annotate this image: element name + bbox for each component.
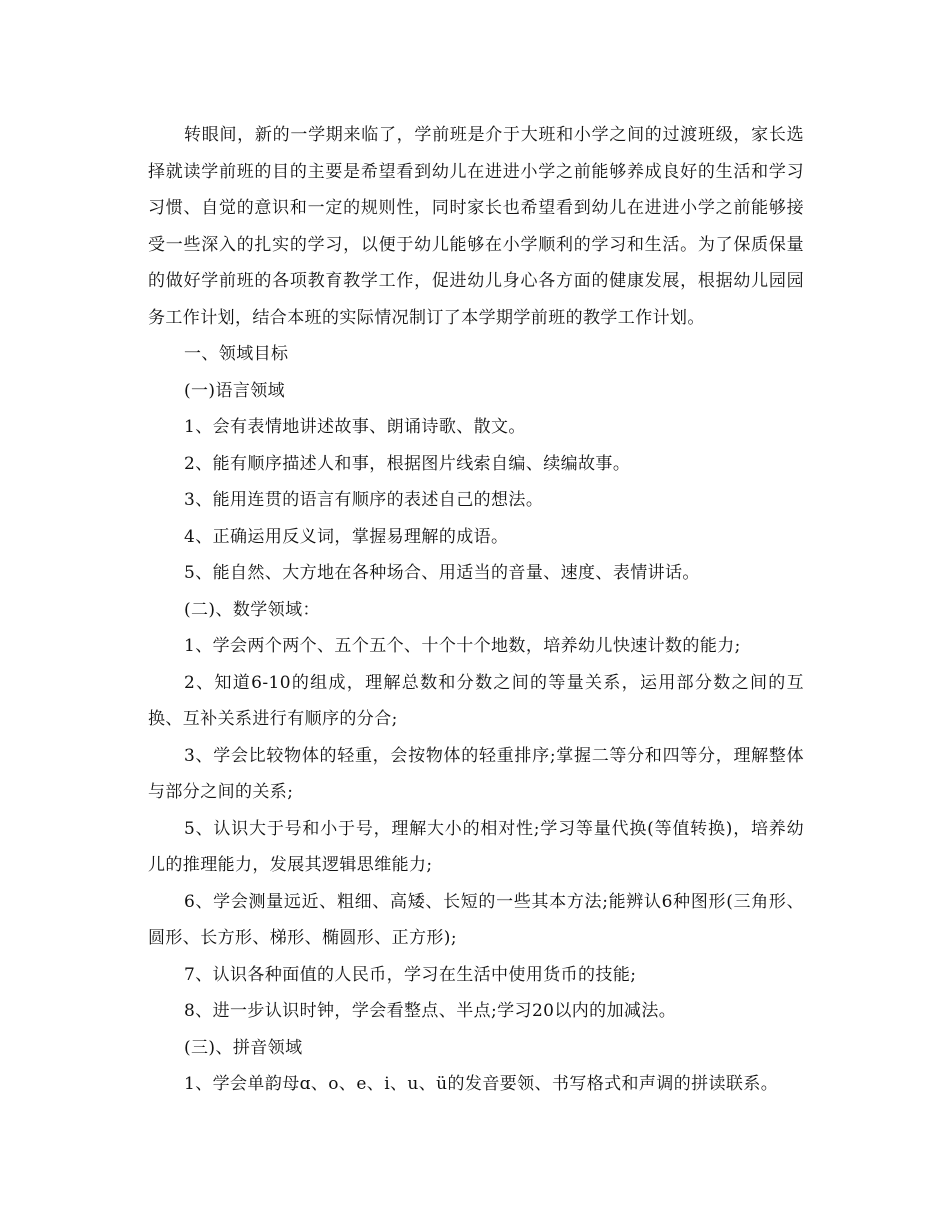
subsection-heading-pinyin: (三)、拼音领域 xyxy=(184,1037,303,1058)
list-item: 7、认识各种面值的人民币，学习在生活中使用货币的技能; xyxy=(184,964,637,985)
list-item: 2、能有顺序描述人和事，根据图片线索自编、续编故事。 xyxy=(184,453,631,474)
list-item: 8、进一步认识时钟，学会看整点、半点;学习20以内的加减法。 xyxy=(184,1001,677,1021)
list-item: 3、能用连贯的语言有顺序的表述自己的想法。 xyxy=(184,490,544,510)
list-item: 5、认识大于号和小于号，理解大小的相对性;学习等量代换(等值转换)，培养幼儿的推理能力，发展其逻辑思维能力; xyxy=(148,818,804,875)
list-item: 3、学会比较物体的轻重，会按物体的轻重排序;掌握二等分和四等分，理解整体与部分之间的关系; xyxy=(148,745,804,802)
section-heading-domain-goals: 一、领域目标 xyxy=(184,344,289,364)
list-item: 1、学会两个两个、五个五个、十个十个地数，培养幼儿快速计数的能力; xyxy=(184,636,741,656)
list-item: 6、学会测量远近、粗细、高矮、长短的一些其本方法;能辨认6种图形(三角形、圆形、长方形、梯形、椭圆形、正方形); xyxy=(148,891,804,948)
list-item: 5、能自然、大方地在各种场合、用适当的音量、速度、表情讲话。 xyxy=(184,563,700,583)
list-item: 2、知道6-10的组成，理解总数和分数之间的等量关系，运用部分数之间的互换、互补关系进行有顺序的分合; xyxy=(148,672,804,729)
document-body xyxy=(148,117,804,1103)
list-item: 4、正确运用反义词，掌握易理解的成语。 xyxy=(184,526,509,547)
list-item: 1、学会单韵母ɑ、o、e、i、u、ü的发音要领、书写格式和声调的拼读联系。 xyxy=(184,1074,779,1094)
subsection-heading-language: (一)语言领域 xyxy=(184,380,286,401)
intro-paragraph: 转眼间，新的一学期来临了，学前班是介于大班和小学之间的过渡班级，家长选择就读学前班的目的主要是希望看到幼儿在进进小学之前能够养成良好的生活和学习习惯、自觉的意识和一定的规则性，同时家长也希望看到幼儿在进进小学之前能够接受一些深入的扎实的学习，以便于幼儿能够在小学顺利的学习和生活。为了保质保量的做好学前班的各项教育教学工作，促进幼儿身心各方面的健康发展，根据幼儿园园务工作计划，结合本班的实际情况制订了本学期学前班的教学工作计划。 xyxy=(148,125,804,328)
subsection-heading-math: (二)、数学领域： xyxy=(184,599,320,620)
list-item: 1、会有表情地讲述故事、朗诵诗歌、散文。 xyxy=(184,417,526,437)
